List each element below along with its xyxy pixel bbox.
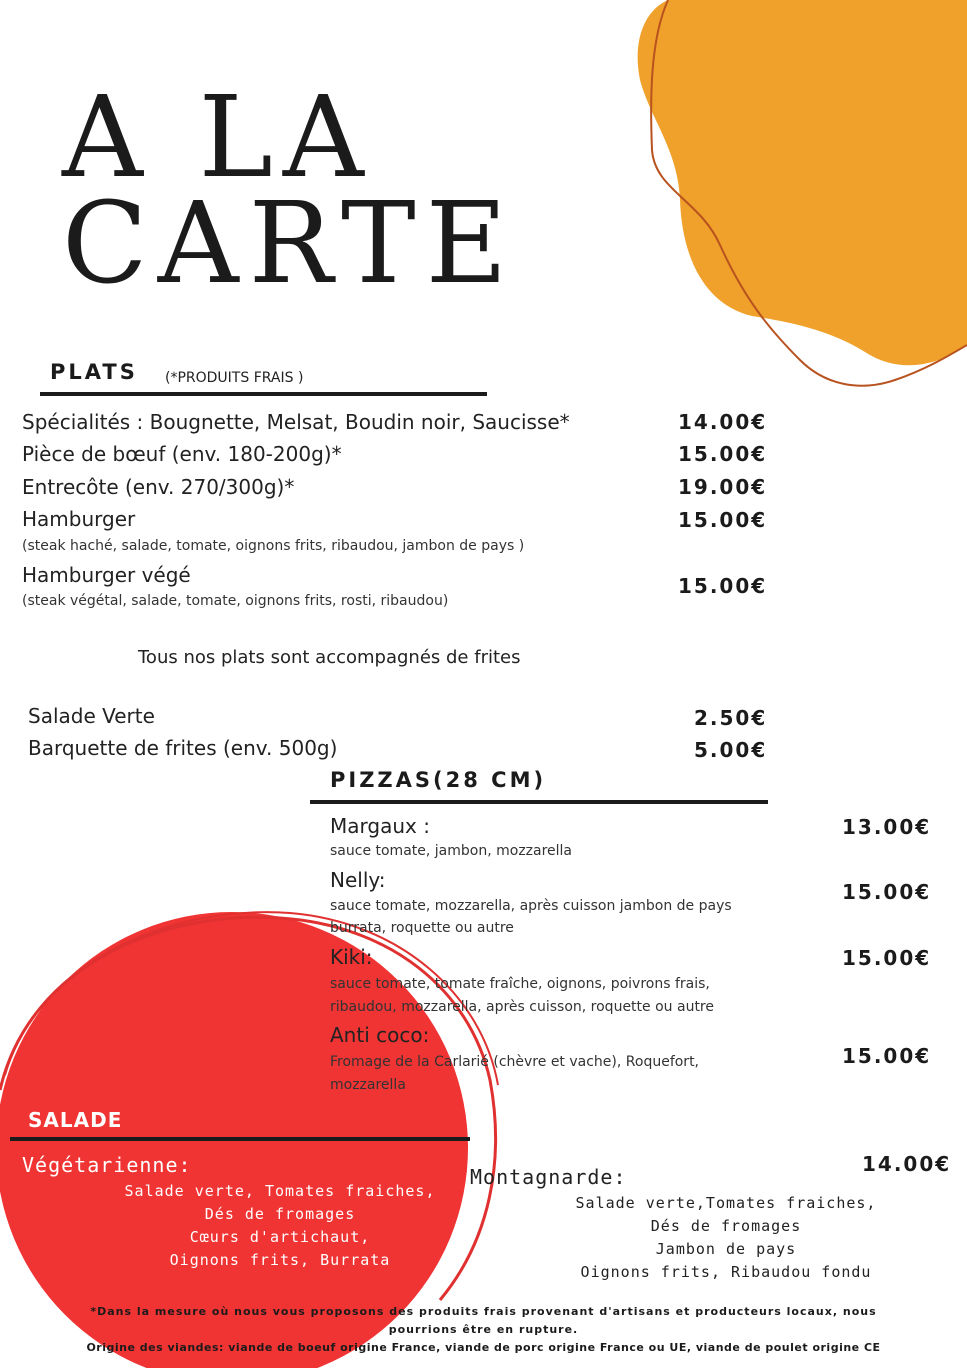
salade-price: 14.00€ (862, 1152, 952, 1176)
salade-montagnarde-line-4: Oignons frits, Ribaudou fondu (580, 1263, 872, 1281)
salade-vegetarienne-name: Végétarienne: (22, 1153, 192, 1177)
pizza-item-margaux: Margaux : (330, 814, 430, 838)
footer-note-line-2: pourrions être en rupture. (388, 1323, 579, 1336)
footer-origin-line: Origine des viandes: viande de boeuf origine France, viande de porc origine France ou UE, viande de poulet origine CE (86, 1341, 881, 1354)
side-price-salade-verte: 2.50€ (694, 706, 768, 730)
pizza-item-nelly: Nelly: (330, 868, 386, 892)
salade-montagnarde-name: Montagnarde: (470, 1165, 627, 1189)
pizza-desc-margaux-1: sauce tomate, jambon, mozzarella (330, 843, 573, 859)
plat-item-hamburger-vege: Hamburger végé (22, 563, 191, 587)
plat-item-specialites: Spécialités : Bougnette, Melsat, Boudin noir, Saucisse* (22, 410, 570, 434)
plat-price-entrecote: 19.00€ (678, 475, 768, 499)
pizza-desc-anti-coco-1: Fromage de la Carlarié (chèvre et vache), Roquefort, (330, 1054, 700, 1070)
salade-heading: SALADE (28, 1108, 123, 1132)
footer-note-line-1: *Dans la mesure où nous vous proposons des produits frais provenant d'artisans et producteurs locaux, nous (90, 1305, 877, 1318)
plat-desc-hamburger-vege: (steak végétal, salade, tomate, oignons frits, rosti, ribaudou) (22, 593, 449, 609)
orange-blob (638, 0, 967, 365)
plat-price-specialites: 14.00€ (678, 410, 768, 434)
plats-subheading: (*PRODUITS FRAIS ) (165, 370, 304, 386)
plat-price-hamburger: 15.00€ (678, 508, 768, 532)
plat-item-entrecote: Entrecôte (env. 270/300g)* (22, 475, 295, 499)
pizza-price-anti-coco: 15.00€ (842, 1044, 932, 1068)
pizza-price-nelly: 15.00€ (842, 880, 932, 904)
pizza-desc-nelly-1: sauce tomate, mozzarella, après cuisson jambon de pays (330, 898, 732, 914)
plats-note: Tous nos plats sont accompagnés de frites (138, 647, 521, 668)
plat-desc-hamburger: (steak haché, salade, tomate, oignons frits, ribaudou, jambon de pays ) (22, 538, 525, 554)
plat-item-hamburger: Hamburger (22, 507, 136, 531)
side-item-salade-verte: Salade Verte (28, 704, 155, 728)
salade-rule (10, 1137, 470, 1141)
pizza-desc-nelly-2: burrata, roquette ou autre (330, 920, 514, 936)
pizza-item-anti-coco: Anti coco: (330, 1023, 430, 1047)
salade-montagnarde-line-3: Jambon de pays (655, 1240, 797, 1258)
salade-vegetarienne-line-3: Cœurs d'artichaut, (189, 1228, 371, 1246)
plats-heading: PLATS (50, 360, 138, 384)
side-item-barquette-frites: Barquette de frites (env. 500g) (28, 736, 338, 760)
salade-montagnarde-line-1: Salade verte,Tomates fraiches, (575, 1194, 877, 1212)
pizzas-rule (310, 800, 768, 804)
pizza-item-kiki: Kiki: (330, 945, 373, 969)
plat-price-piece-de-boeuf: 15.00€ (678, 442, 768, 466)
plats-rule (40, 392, 487, 396)
pizzas-heading: PIZZAS(28 CM) (330, 768, 547, 792)
pizza-price-margaux: 13.00€ (842, 815, 932, 839)
title-line-2: CARTE (62, 179, 518, 309)
pizza-desc-anti-coco-2: mozzarella (330, 1077, 406, 1093)
salade-montagnarde-line-2: Dés de fromages (650, 1217, 802, 1235)
salade-vegetarienne-line-4: Oignons frits, Burrata (169, 1251, 391, 1269)
pizza-desc-kiki-2: ribaudou, mozzarella, après cuisson, roquette ou autre (330, 999, 714, 1015)
pizza-price-kiki: 15.00€ (842, 946, 932, 970)
salade-vegetarienne-line-1: Salade verte, Tomates fraiches, (124, 1182, 436, 1200)
pizza-desc-kiki-1: sauce tomate, tomate fraîche, oignons, poivrons frais, (330, 976, 710, 992)
title-line-1: A LA (62, 73, 374, 203)
plat-item-piece-de-boeuf: Pièce de bœuf (env. 180-200g)* (22, 442, 342, 466)
salade-vegetarienne-line-2: Dés de fromages (204, 1205, 356, 1223)
side-price-barquette-frites: 5.00€ (694, 738, 768, 762)
plat-price-hamburger-vege: 15.00€ (678, 574, 768, 598)
